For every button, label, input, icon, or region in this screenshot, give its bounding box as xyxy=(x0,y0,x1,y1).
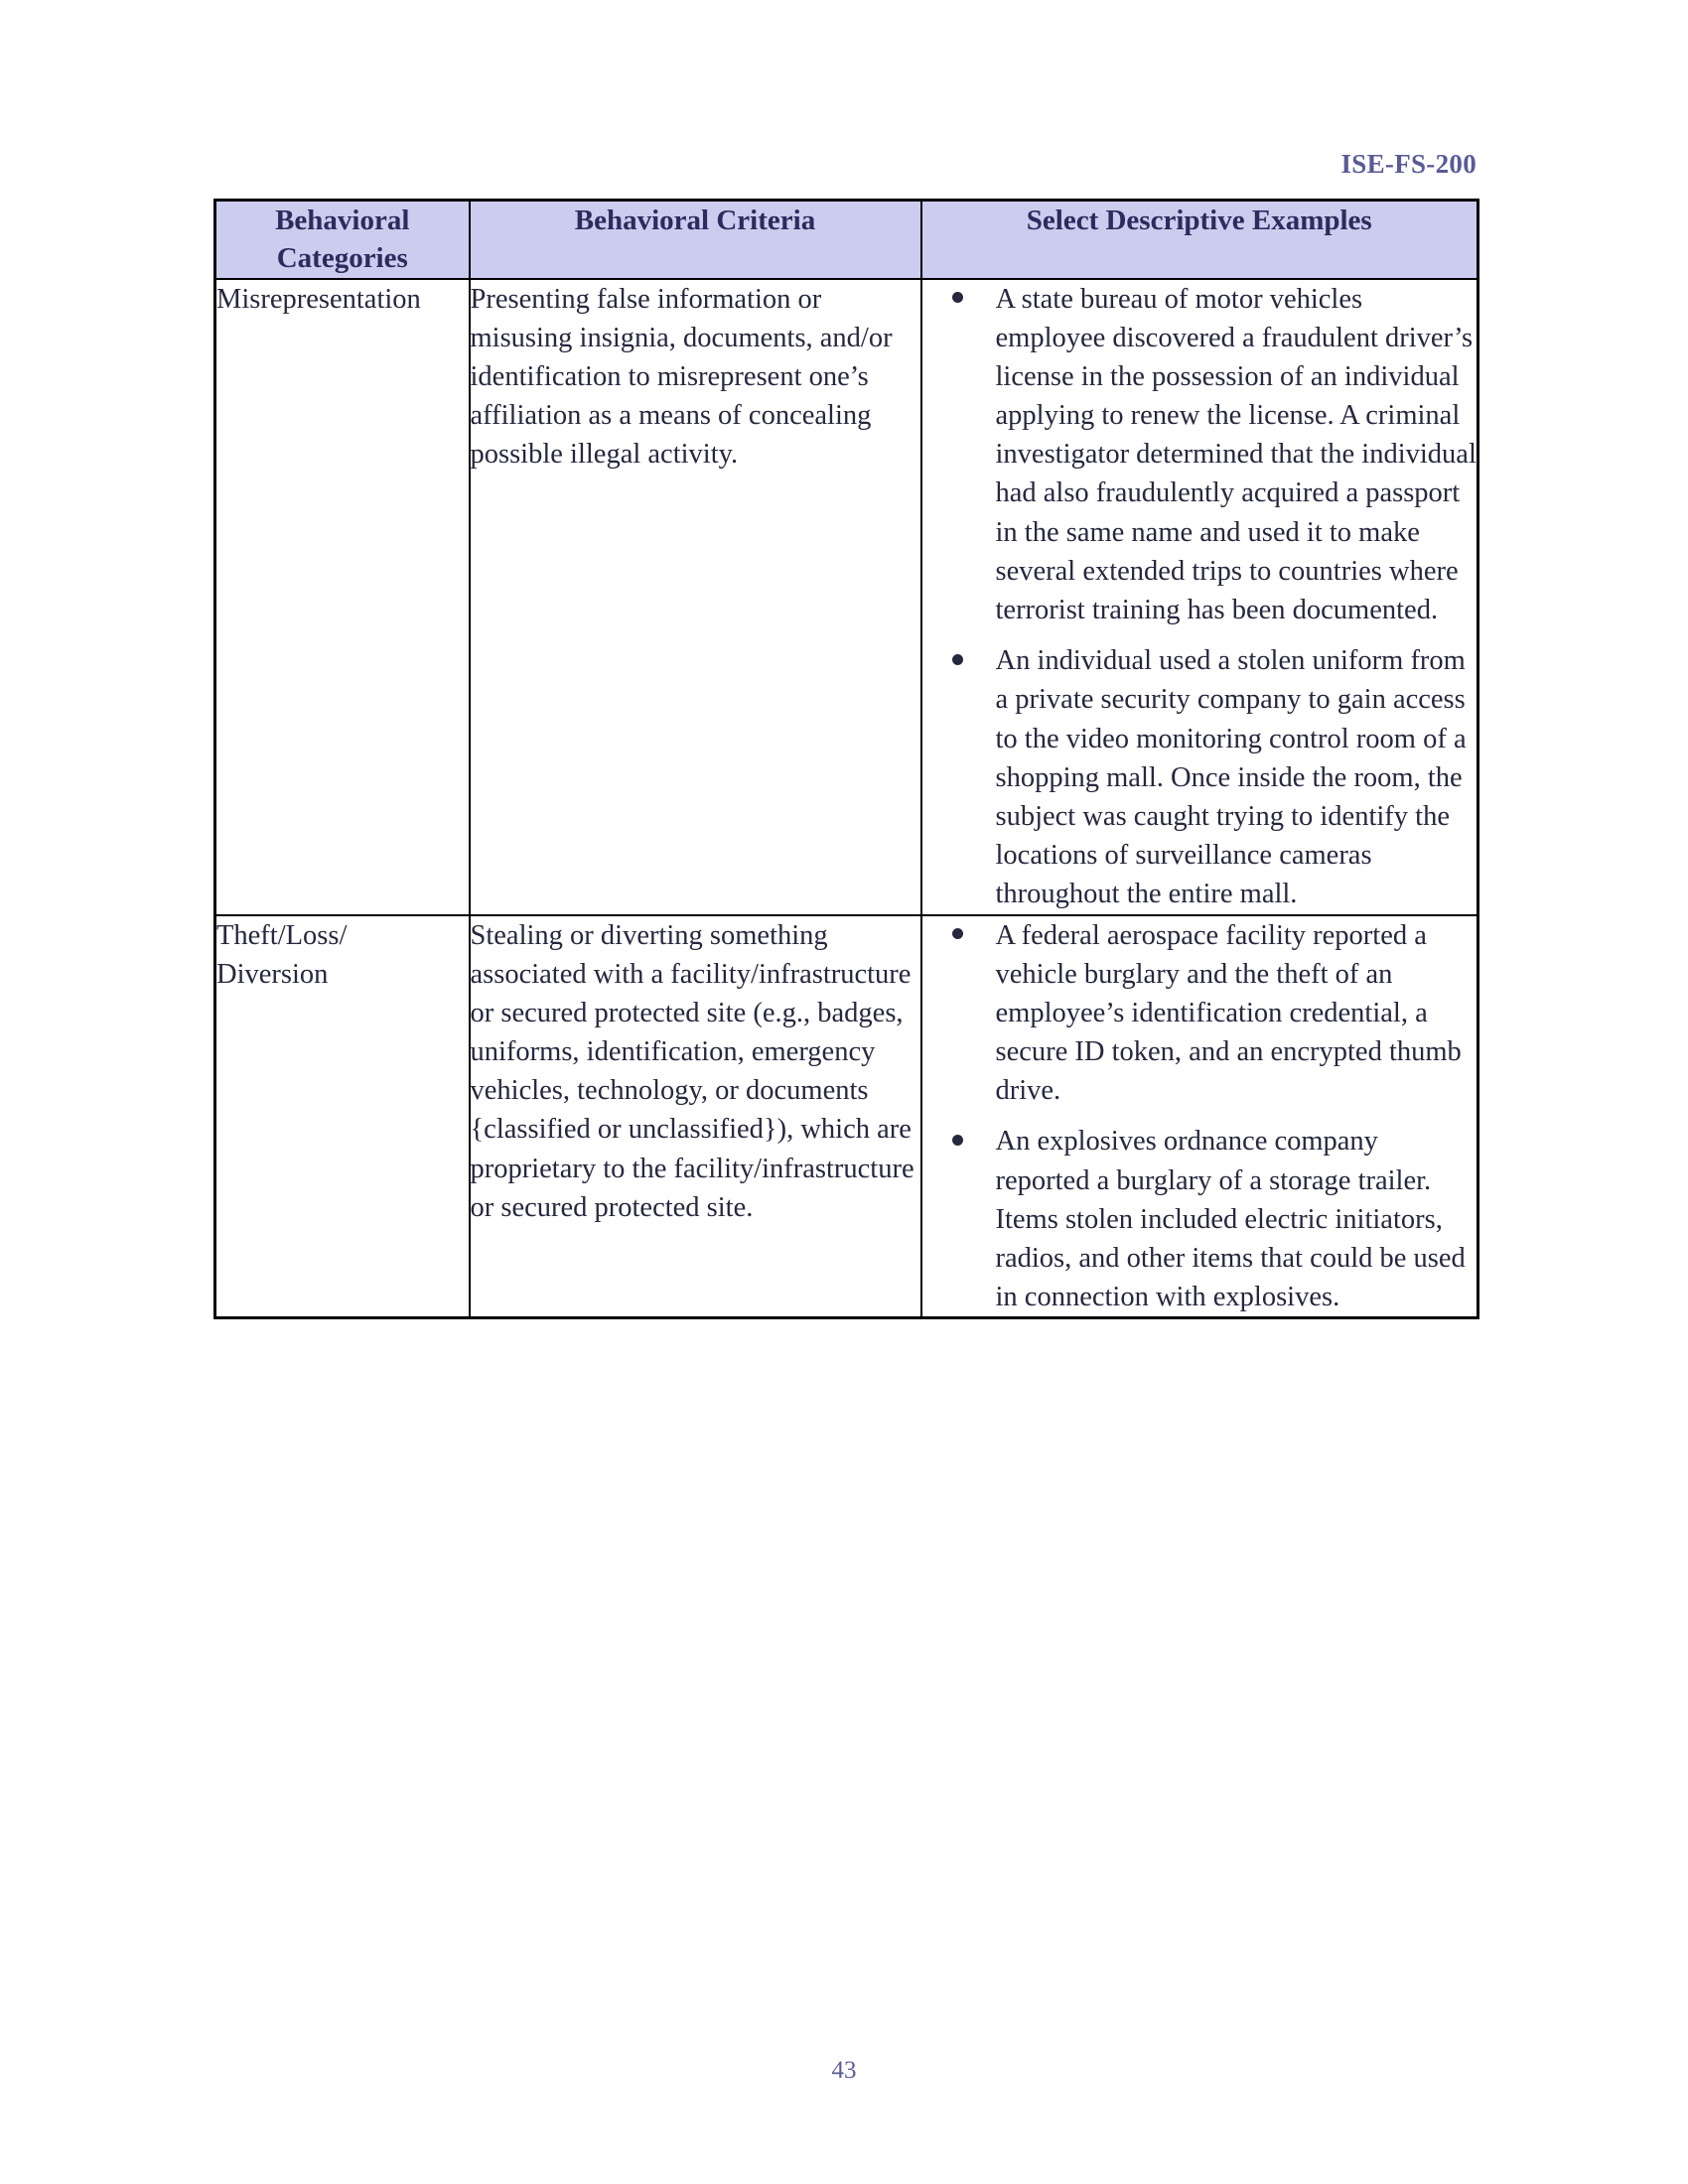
example-text: A federal aerospace facility reported a vehicle burglary and the theft of an employee’s identification credential, a secure ID token, and an encrypted thumb drive. xyxy=(995,919,1462,1107)
column-header-behavioral-criteria xyxy=(470,201,921,279)
cell-behavioral-category xyxy=(215,915,470,1318)
document-running-header: ISE-FS-200 xyxy=(1340,149,1477,179)
bullet-icon xyxy=(952,292,963,303)
example-text: A state bureau of motor vehicles employee discovered a fraudulent driver’s license in the possession of an individual applying to renew the license. A criminal investigator determined that the individual had also fraudulently acquired a passport in the same name and used it to make several extended trips to countries where terrorist training has been documented. xyxy=(995,283,1477,626)
column-header-line-1: Behavioral Criteria xyxy=(574,205,816,236)
category-label-line-1: Misrepresentation xyxy=(216,283,421,315)
example-text: An explosives ordnance company reported a burglary of a storage trailer. Items stolen included electric initiators, radios, and other items that could be used in connection with explosives. xyxy=(995,1126,1466,1313)
category-label-line-2: Diversion xyxy=(216,958,329,990)
table-body xyxy=(215,279,1478,1318)
bullet-icon xyxy=(952,1135,963,1146)
column-header-select-descriptive-examples xyxy=(921,201,1478,279)
behavioral-criteria-table-wrapper xyxy=(213,199,1477,1319)
column-header-behavioral-categories xyxy=(215,201,470,279)
column-header-line-1: Behavioral xyxy=(275,205,410,236)
cell-select-descriptive-examples xyxy=(921,915,1478,1318)
cell-behavioral-category xyxy=(215,279,470,915)
list-item xyxy=(922,1122,1477,1316)
column-header-line-2: Categories xyxy=(276,242,408,275)
table-header-row xyxy=(215,201,1478,279)
bullet-icon xyxy=(952,654,963,665)
column-header-line-1: Select Descriptive Examples xyxy=(1026,205,1372,236)
cell-select-descriptive-examples xyxy=(921,279,1478,915)
table-row xyxy=(215,915,1478,1318)
table-header xyxy=(215,201,1478,279)
page-number: 43 xyxy=(831,2057,857,2084)
bullet-icon xyxy=(952,928,963,939)
criteria-text: Stealing or diverting something associated with a facility/infrastructure or secured protected site (e.g., badges, uniforms, identification, emergency vehicles, technology, or documents {classified or unclassified}), which are proprietary to the facility/infrastructure or secured protected site. xyxy=(470,919,914,1223)
examples-list xyxy=(922,916,1477,1317)
cell-behavioral-criteria xyxy=(470,279,921,915)
criteria-text: Presenting false information or misusing insignia, documents, and/or identification to misrepresent one’s affiliation as a means of concealing possible illegal activity. xyxy=(470,283,893,471)
table-row xyxy=(215,279,1478,915)
examples-list xyxy=(922,280,1477,914)
list-item xyxy=(922,280,1477,630)
behavioral-criteria-table xyxy=(213,199,1479,1319)
list-item xyxy=(922,641,1477,913)
list-item xyxy=(922,916,1477,1111)
example-text: An individual used a stolen uniform from a private security company to gain access to the video monitoring control room of a shopping mall. Once inside the room, the subject was caught trying to identify the locations of surveillance cameras throughout the entire mall. xyxy=(995,645,1467,910)
category-label-line-1: Theft/Loss/ xyxy=(216,919,348,951)
cell-behavioral-criteria xyxy=(470,915,921,1318)
